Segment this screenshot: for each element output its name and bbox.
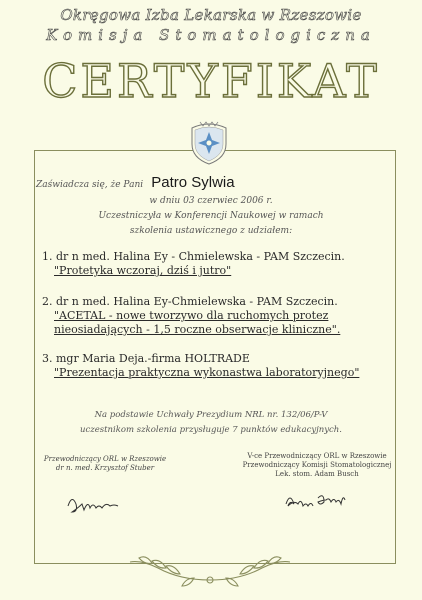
left-signature bbox=[62, 488, 132, 516]
lecture-3-topic: "Prezentacja praktyczna wykonastwa laboratoryjnego" bbox=[54, 366, 360, 379]
attest-prefix: Zaświadcza się, że Pani bbox=[36, 180, 144, 190]
rzeszow-coat-of-arms-icon bbox=[186, 118, 232, 166]
lecture-1-speaker: 1. dr n med. Halina Ey - Chmielewska - PAM Szczecin. bbox=[42, 250, 345, 263]
certificate-title: CERTYFIKAT bbox=[42, 54, 380, 108]
lecture-2-topic-line1: "ACETAL - nowe tworzywo dla ruchomych protez bbox=[54, 309, 329, 322]
attest-line bbox=[36, 172, 235, 191]
wreath-ornament-icon bbox=[110, 540, 310, 590]
recipient-name: Patro Sylwia bbox=[151, 174, 235, 191]
date-line: w dniu 03 czerwiec 2006 r. bbox=[149, 196, 273, 206]
right-signatory-subtitle: Przewodniczący Komisji Stomatologicznej bbox=[242, 461, 392, 469]
lecture-2-speaker: 2. dr n med. Halina Ey-Chmielewska - PAM Szczecin. bbox=[42, 295, 338, 308]
left-signatory-name: dr n. med. Krzysztof Stuber bbox=[55, 464, 155, 472]
lecture-1-topic: "Protetyka wczoraj, dziś i jutro" bbox=[54, 264, 232, 277]
left-signatory-title: Przewodniczący ORL w Rzeszowie bbox=[43, 455, 167, 463]
resolution-line-2: uczestnikom szkolenia przysługuje 7 punktów edukacyjnych. bbox=[80, 425, 342, 435]
right-signatory-title: V-ce Przewodniczący ORL w Rzeszowie bbox=[247, 452, 387, 460]
commission-name: Komisja Stomatologiczna bbox=[46, 26, 376, 44]
lecture-2-topic-line2: nieosiadających - 1,5 roczne obserwacje kliniczne". bbox=[54, 323, 341, 336]
training-line: szkolenia ustawicznego z udziałem: bbox=[129, 226, 293, 236]
right-signature bbox=[282, 488, 352, 512]
chamber-name: Okręgowa Izba Lekarska w Rzeszowie bbox=[60, 6, 362, 24]
resolution-line-1: Na podstawie Uchwały Prezydium NRL nr. 132/06/P-V bbox=[94, 410, 328, 420]
participation-line: Uczestniczyła w Konferencji Naukowej w ramach bbox=[98, 211, 324, 221]
lecture-3-speaker: 3. mgr Maria Deja.-firma HOLTRADE bbox=[42, 352, 250, 365]
right-signatory-name: Lek. stom. Adam Busch bbox=[275, 470, 359, 478]
